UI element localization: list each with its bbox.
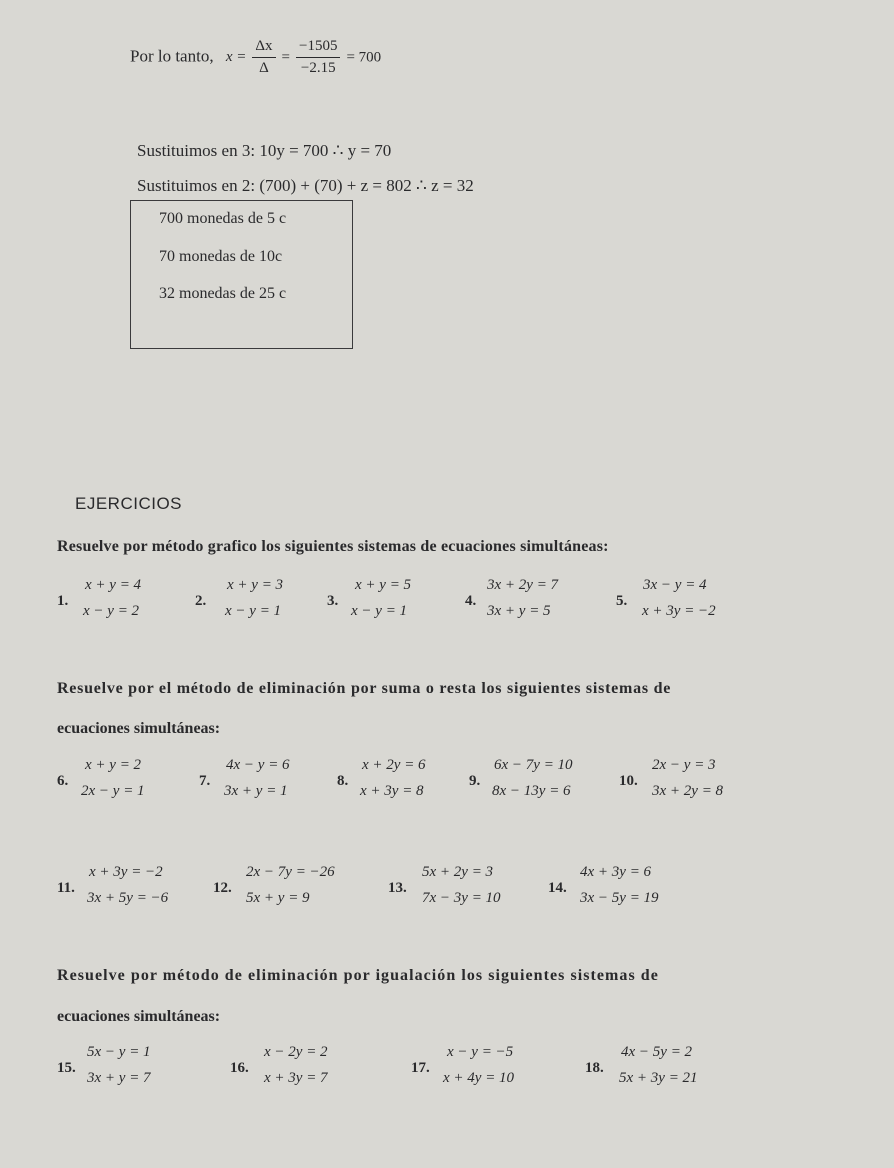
equation-1: x − y = −5: [447, 1044, 514, 1060]
equation-1: x + y = 2: [85, 757, 142, 773]
equation-1: 5x − y = 1: [87, 1044, 151, 1060]
answer-line: 32 monedas de 25 c: [159, 285, 287, 302]
equation-2: x − y = 2: [83, 603, 140, 619]
fraction-delta-numerator: Δx: [252, 38, 275, 58]
solution-line-1: [130, 38, 381, 77]
fraction-delta-denominator: Δ: [259, 60, 269, 76]
exercise-number: 3.: [327, 593, 339, 609]
equation-2: x − y = 1: [225, 603, 282, 619]
equation-2: 5x + y = 9: [246, 890, 310, 906]
equation-2: 3x + y = 7: [87, 1070, 151, 1086]
solution-line-3: Sustituimos en 2: (700) + (70) + z = 802 ∴ z = 32: [137, 176, 474, 195]
solution-prefix: Por lo tanto,: [130, 46, 214, 66]
exercise-number: 2.: [195, 593, 207, 609]
instruction-equalization-method-line-1: Resuelve por método de eliminación por igualación los siguientes sistemas de: [57, 967, 659, 984]
equation-2: x − y = 1: [351, 603, 408, 619]
equation-2: 8x − 13y = 6: [492, 783, 571, 799]
exercise-number: 10.: [619, 773, 638, 789]
equation-2: x + 3y = 7: [264, 1070, 328, 1086]
exercise-number: 12.: [213, 880, 232, 896]
exercise-number: 9.: [469, 773, 481, 789]
exercise-number: 4.: [465, 593, 477, 609]
equation-1: x + y = 3: [227, 577, 284, 593]
exercise-number: 14.: [548, 880, 567, 896]
equation-2: 3x − 5y = 19: [580, 890, 659, 906]
instruction-sum-method-line-1: Resuelve por el método de eliminación por suma o resta los siguientes sistemas de: [57, 680, 672, 697]
exercise-number: 17.: [411, 1060, 430, 1076]
exercise-number: 5.: [616, 593, 628, 609]
equation-2: 7x − 3y = 10: [422, 890, 501, 906]
equation-2: 3x + 5y = −6: [87, 890, 169, 906]
answer-line: 70 monedas de 10c: [159, 248, 283, 265]
answer-line: 700 monedas de 5 c: [159, 210, 287, 227]
fraction-values-numerator: −1505: [296, 38, 340, 58]
equation-2: 2x − y = 1: [81, 783, 145, 799]
equation-2: x + 4y = 10: [443, 1070, 515, 1086]
equals-sign: =: [281, 49, 290, 66]
equation-1: 3x + 2y = 7: [487, 577, 559, 593]
equation-1: x + y = 4: [85, 577, 142, 593]
equation-1: 2x − y = 3: [652, 757, 716, 773]
equation-1: 4x − y = 6: [226, 757, 290, 773]
exercise-number: 7.: [199, 773, 211, 789]
equation-1: 6x − 7y = 10: [494, 757, 573, 773]
section-heading: EJERCICIOS: [75, 494, 183, 513]
solution-line-2: Sustituimos en 3: 10y = 700 ∴ y = 70: [137, 141, 392, 160]
answer-box: [130, 200, 353, 349]
solution-variable: x =: [225, 49, 247, 66]
exercise-number: 1.: [57, 593, 69, 609]
equation-2: 3x + y = 5: [487, 603, 551, 619]
instruction-equalization-method-line-2: ecuaciones simultáneas:: [57, 1008, 221, 1025]
exercise-number: 15.: [57, 1060, 76, 1076]
exercise-number: 16.: [230, 1060, 249, 1076]
fraction-values: [296, 38, 340, 77]
equation-2: x + 3y = −2: [642, 603, 716, 619]
equation-2: 3x + y = 1: [224, 783, 288, 799]
exercise-number: 8.: [337, 773, 349, 789]
fraction-delta: [252, 38, 275, 77]
instruction-graphic-method: Resuelve por método grafico los siguientes sistemas de ecuaciones simultáneas:: [57, 538, 609, 555]
fraction-values-denominator: −2.15: [300, 60, 336, 76]
solution-result: = 700: [346, 49, 382, 66]
equation-2: 3x + 2y = 8: [652, 783, 724, 799]
equation-1: x + 2y = 6: [362, 757, 426, 773]
exercise-number: 11.: [57, 880, 75, 896]
exercise-number: 6.: [57, 773, 69, 789]
equation-1: x − 2y = 2: [264, 1044, 328, 1060]
equation-1: 4x + 3y = 6: [580, 864, 652, 880]
equation-1: 4x − 5y = 2: [621, 1044, 693, 1060]
equation-1: 5x + 2y = 3: [422, 864, 494, 880]
equation-1: x + 3y = −2: [89, 864, 163, 880]
exercise-number: 18.: [585, 1060, 604, 1076]
equation-1: 3x − y = 4: [643, 577, 707, 593]
exercise-number: 13.: [388, 880, 407, 896]
equation-2: 5x + 3y = 21: [619, 1070, 698, 1086]
equation-1: x + y = 5: [355, 577, 412, 593]
equation-1: 2x − 7y = −26: [246, 864, 335, 880]
equation-2: x + 3y = 8: [360, 783, 424, 799]
instruction-sum-method-line-2: ecuaciones simultáneas:: [57, 720, 221, 737]
